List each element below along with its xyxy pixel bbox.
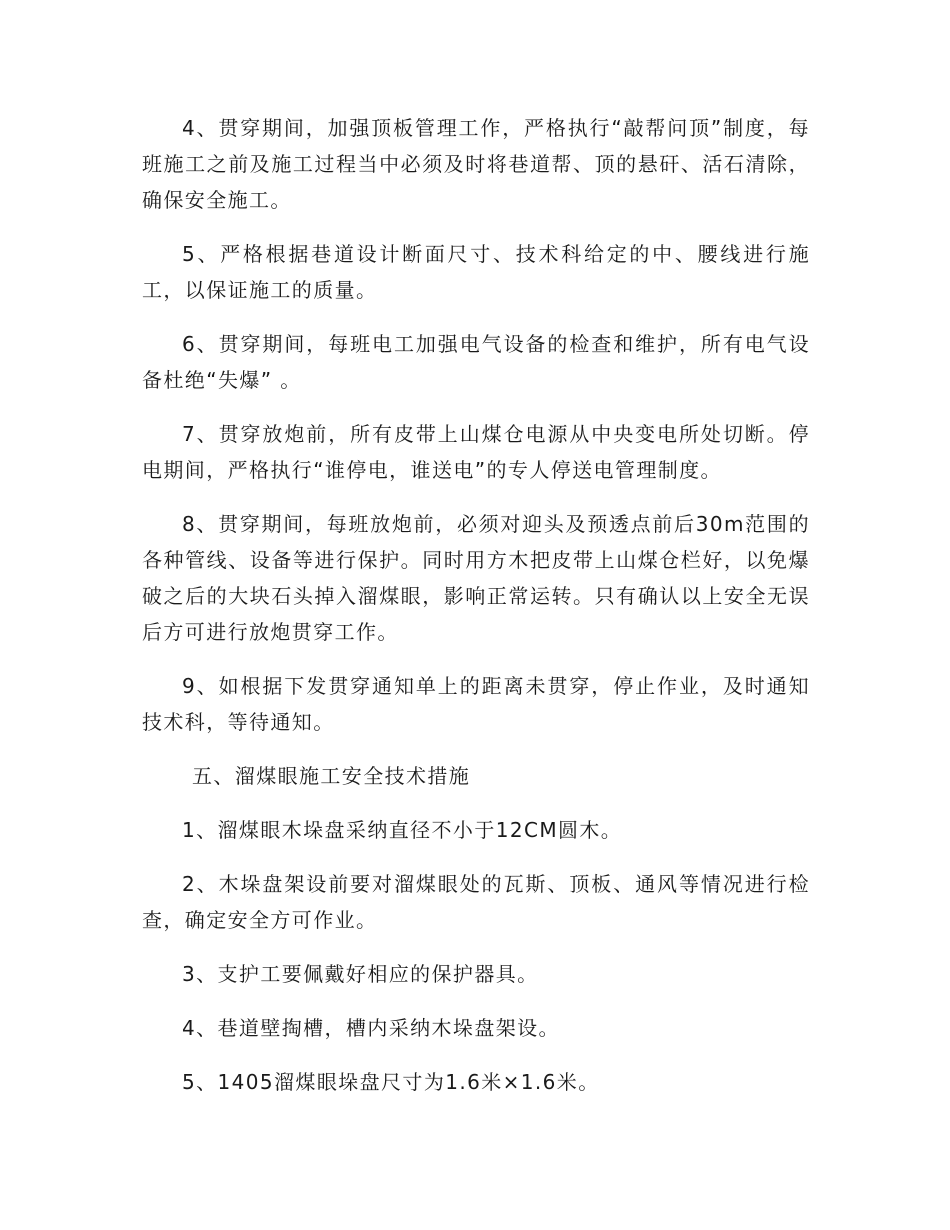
section-paragraph-5: 5、1405溜煤眼垛盘尺寸为1.6米×1.6米。 xyxy=(182,1070,600,1094)
paragraph-4: 4、贯穿期间，加强顶板管理工作，严格执行“敲帮问顶”制度，每班施工之前及施工过程当中必须及时将巷道帮、顶的悬矸、活石清除，确保安全施工。 xyxy=(142,116,810,212)
section-heading: 五、溜煤眼施工安全技术措施 xyxy=(192,764,471,788)
paragraph-6: 6、贯穿期间，每班电工加强电气设备的检查和维护，所有电气设备杜绝“失爆” 。 xyxy=(142,332,810,392)
document-body xyxy=(142,110,810,1118)
section-paragraph-4: 4、巷道壁掏槽，槽内采纳木垛盘架设。 xyxy=(182,1016,560,1040)
paragraph-7: 7、贯穿放炮前，所有皮带上山煤仓电源从中央变电所处切断。停电期间，严格执行“谁停电，谁送电”的专人停送电管理制度。 xyxy=(142,422,810,482)
paragraph-5: 5、严格根据巷道设计断面尺寸、技术科给定的中、腰线进行施工，以保证施工的质量。 xyxy=(142,242,810,302)
paragraph-9: 9、如根据下发贯穿通知单上的距离未贯穿，停止作业，及时通知技术科，等待通知。 xyxy=(142,674,810,734)
section-paragraph-1: 1、溜煤眼木垛盘采纳直径不小于12CM圆木。 xyxy=(182,818,623,842)
section-paragraph-2: 2、木垛盘架设前要对溜煤眼处的瓦斯、顶板、通风等情况进行检查，确定安全方可作业。 xyxy=(142,872,810,932)
paragraph-8: 8、贯穿期间，每班放炮前，必须对迎头及预透点前后30m范围的各种管线、设备等进行保护。同时用方木把皮带上山煤仓栏好，以免爆破之后的大块石头掉入溜煤眼，影响正常运转。只有确认以上安全无误后方可进行放炮贯穿工作。 xyxy=(142,512,810,644)
section-paragraph-3: 3、支护工要佩戴好相应的保护器具。 xyxy=(182,962,539,986)
